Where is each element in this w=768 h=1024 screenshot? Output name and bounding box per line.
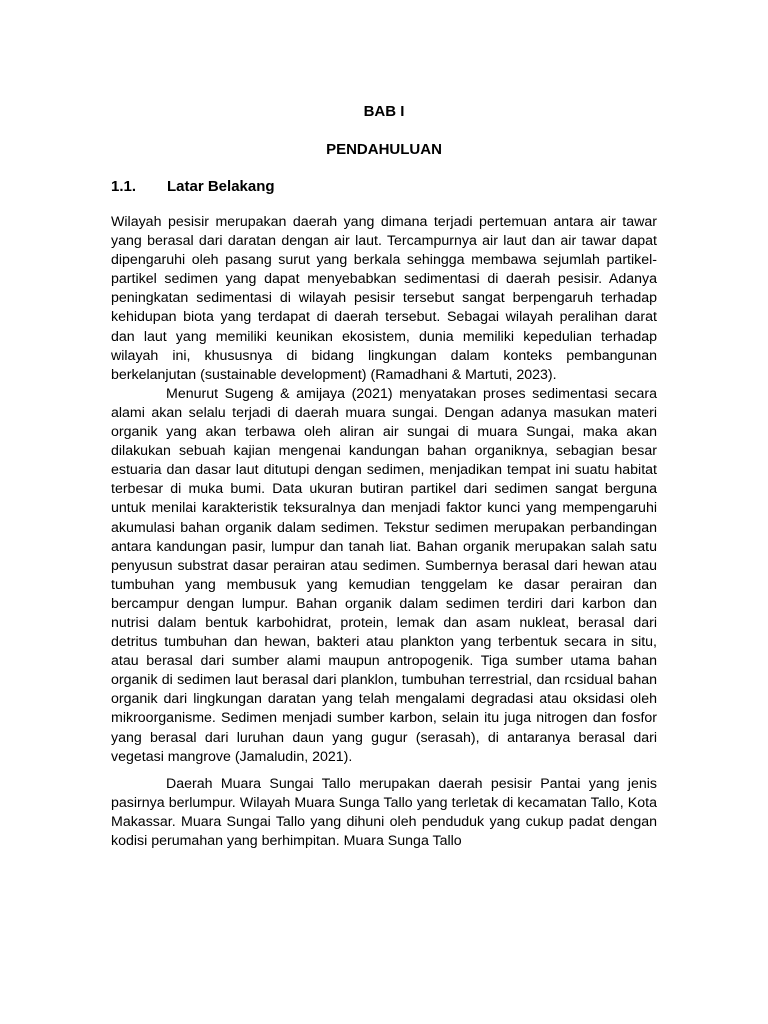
paragraph-2: Menurut Sugeng & amijaya (2021) menyatakan proses sedimentasi secara alami akan selalu terjadi di daerah muara sungai. Dengan adanya masukan materi organik yang akan terbawa oleh aliran air sungai di muara Sungai, maka akan dilakukan sebuah kajian mengenai kandungan bahan organiknya, sebagian besar estuaria dan dasar laut ditutupi dengan sedimen, menjadikan tempat ini suatu habitat terbesar di muka bumi. Data ukuran butiran partikel dari sedimen sangat berguna untuk menilai karakteristik teksuralnya dan menjadi faktor kunci yang mempengaruhi akumulasi bahan organik dalam sedimen. Tekstur sedimen merupakan perbandingan antara kandungan pasir, lumpur dan tanah liat. Bahan organik merupakan salah satu penyusun substrat dasar perairan atau sedimen. Sumbernya berasal dari hewan atau tumbuhan yang membusuk yang kemudian tenggelam ke dasar perairan dan bercampur dengan lumpur. Bahan organik dalam sedimen terdiri dari karbon dan nutrisi dalam bentuk karbohidrat, protein, lemak dan asam nukleat, berasal dari detritus tumbuhan dan hewan, bakteri atau plankton yang terbentuk secara in situ, atau berasal dari sumber alami maupun antropogenik. Tiga sumber utama bahan organik di sedimen laut berasal dari planklon, tumbuhan terrestrial, dan rcsidual bahan organik dari lingkungan daratan yang telah mengalami degradasi atau oksidasi oleh mikroorganisme. Sedimen menjadi sumber karbon, selain itu juga nitrogen dan fosfor yang berasal dari luruhan daun yang gugur (serasah), di antaranya berasal dari vegetasi mangrove (Jamaludin, 2021). xyxy=(111,385,657,765)
paragraph-3: Daerah Muara Sungai Tallo merupakan daerah pesisir Pantai yang jenis pasirnya berlumpur. Wilayah Muara Sunga Tallo yang terletak di kecamatan Tallo, Kota Makassar. Muara Sungai Tallo yang dihuni oleh penduduk yang cukup padat dengan kodisi perumahan yang berhimpitan. Muara Sunga Tallo xyxy=(111,775,657,849)
body-text xyxy=(111,213,657,851)
paragraph-1: Wilayah pesisir merupakan daerah yang dimana terjadi pertemuan antara air tawar yang berasal dari daratan dengan air laut. Tercampurnya air laut dan air tawar dapat dipengaruhi oleh pasang surut yang berkala sehingga membawa sejumlah partikel-partikel sedimen yang dapat menyebabkan sedimentasi di daerah pesisir. Adanya peningkatan sedimentasi di wilayah pesisir tersebut sangat berpengaruh terhadap kehidupan biota yang terdapat di daerah tersebut. Sebagai wilayah peralihan darat dan laut yang memiliki keunikan ekosistem, dunia memiliki kepedulian terhadap wilayah ini, khususnya di bidang lingkungan dalam konteks pembangunan berkelanjutan (sustainable development) (Ramadhani & Martuti, 2023). xyxy=(111,214,657,383)
section-number: 1.1. xyxy=(111,178,137,195)
chapter-label: BAB I xyxy=(363,103,405,120)
section-heading xyxy=(111,177,275,197)
section-title: Latar Belakang xyxy=(167,178,275,195)
chapter-title: PENDAHULUAN xyxy=(326,141,442,158)
